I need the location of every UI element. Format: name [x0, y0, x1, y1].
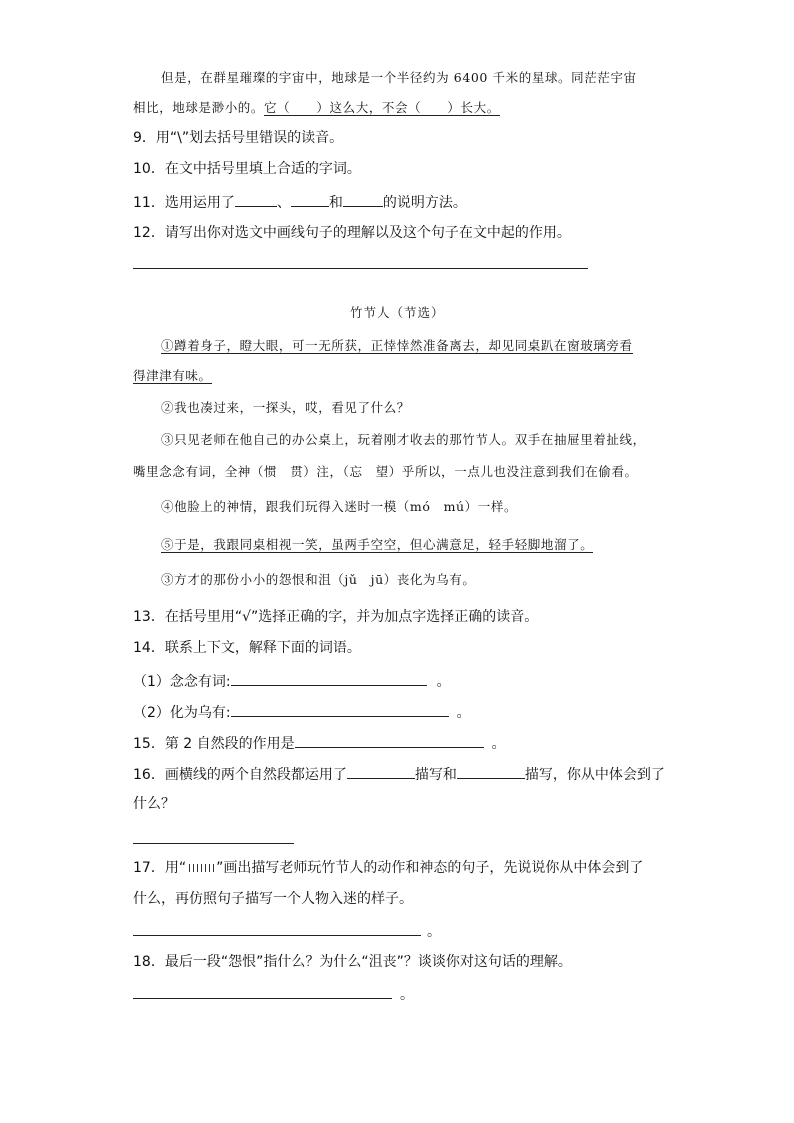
question-14-2	[133, 701, 471, 723]
q11-blank-3[interactable]	[343, 191, 383, 207]
q14-2-blank[interactable]	[231, 701, 449, 717]
q15-period: 。	[491, 736, 506, 752]
passage1-underlined-sentence: 它（ ）这么大，不会（ ）长大。	[264, 100, 500, 115]
q14-2-period: 。	[456, 705, 471, 721]
question-16	[133, 763, 665, 785]
question-18: 18．最后一段“怨恨”指什么？为什么“沮丧”？谈谈你对这句话的理解。	[133, 954, 572, 970]
q16-answer-line[interactable]	[133, 843, 294, 844]
q15-label: 15．第 2 自然段的作用是	[133, 736, 295, 752]
paragraph-6: ③方才的那份小小的怨恨和沮（jǔ jū）丧化为乌有。	[161, 572, 476, 587]
question-12: 12．请写出你对选文中画线句子的理解以及这个句子在文中起的作用。	[133, 225, 571, 241]
question-14: 14．联系上下文，解释下面的词语。	[133, 640, 361, 656]
paragraph-1-line1-text: ①蹲着身子，瞪大眼，可一无所获，正悻悻然准备离去，却见同桌趴在窗玻璃旁看	[161, 338, 633, 353]
q18-period: 。	[400, 987, 414, 1003]
question-10: 10．在文中括号里填上合适的字词。	[133, 161, 361, 177]
q12-answer-line[interactable]	[133, 268, 588, 269]
paragraph-3-line2: 嘴里念念有词，全神（惯 贯）注，（忘 望）乎所以，一点儿也没注意到我们在偷看。	[133, 464, 638, 479]
question-17	[133, 858, 643, 878]
q11-blank-2[interactable]	[291, 191, 329, 207]
q11-start: 11．选用运用了	[133, 195, 235, 211]
q17-period: 。	[427, 924, 441, 940]
q17-answer	[133, 920, 441, 942]
q17-end: ”画出描写老师玩竹节人的动作和神态的句子，先说说你从中体会到了	[216, 860, 644, 876]
paragraph-1-line1	[161, 336, 633, 356]
q14-1-label: （1）念念有词:	[133, 674, 231, 690]
q16-mid: 描写和	[414, 767, 457, 783]
question-17-line2: 什么，再仿照句子描写一个人物入迷的样子。	[133, 891, 413, 907]
passage1-line2-plain: 相比，地球是渺小的。	[133, 100, 265, 115]
paragraph-1-line2	[133, 366, 212, 386]
q17-start: 17．用“	[133, 860, 187, 876]
paragraph-4: ④他脸上的神情，跟我们玩得入迷时一模（mó mú）一样。	[161, 499, 518, 514]
question-14-1	[133, 670, 451, 692]
question-11	[133, 191, 467, 213]
q14-2-label: （2）化为乌有:	[133, 705, 231, 721]
q18-answer	[133, 983, 414, 1005]
passage2-title: 竹节人（节选）	[350, 305, 445, 320]
q17-blank[interactable]	[133, 920, 421, 936]
q14-1-period: 。	[436, 674, 451, 690]
paragraph-2: ②我也凑过来，一探头，哎，看见了什么？	[161, 400, 410, 415]
question-15	[133, 732, 506, 754]
wavy-line-icon	[186, 864, 216, 872]
paragraph-3-line1: ③只见老师在他自己的办公桌上，玩着刚才收去的那竹节人。双手在抽屉里着扯线，	[161, 432, 646, 447]
q16-start: 16．画横线的两个自然段都运用了	[133, 767, 347, 783]
q18-blank[interactable]	[133, 983, 392, 999]
q11-blank-1[interactable]	[235, 191, 277, 207]
question-16-line2: 什么？	[133, 796, 175, 812]
q11-sep1: 、	[276, 195, 291, 211]
q16-blank-1[interactable]	[347, 763, 415, 779]
q11-sep2: 和	[328, 195, 343, 211]
paragraph-5-text: ⑤于是，我跟同桌相视一笑，虽两手空空，但心满意足，轻手轻脚地溜了。	[161, 537, 594, 552]
q11-end: 的说明方法。	[382, 195, 467, 211]
passage1-line2	[133, 98, 500, 118]
question-9: 9．用“\”划去括号里错误的读音。	[133, 130, 344, 146]
paragraph-5	[161, 535, 593, 555]
passage1-line1: 但是，在群星璀璨的宇宙中，地球是一个半径约为 6400 千米的星球。同茫茫宇宙	[161, 70, 637, 85]
q15-blank[interactable]	[295, 732, 484, 748]
q14-1-blank[interactable]	[231, 670, 427, 686]
q16-end: 描写，你从中体会到了	[524, 767, 665, 783]
q16-blank-2[interactable]	[457, 763, 525, 779]
paragraph-1-line2-text: 得津津有味。	[133, 368, 212, 383]
question-13: 13．在括号里用“√”选择正确的字，并为加点字选择正确的读音。	[133, 609, 539, 625]
